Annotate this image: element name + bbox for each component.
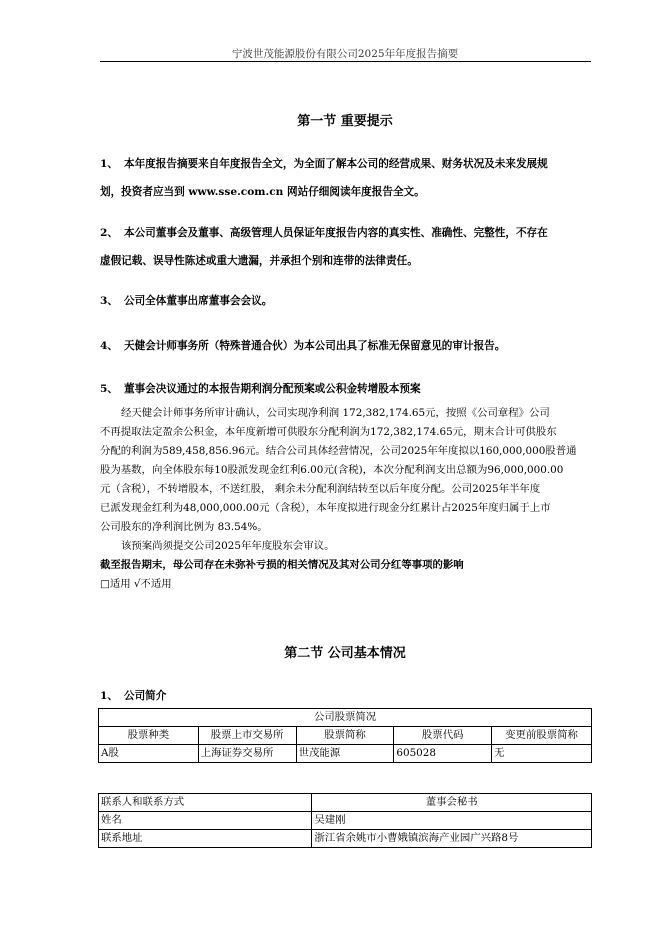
notice-item-1 [100,150,590,206]
stock-table-caption: 公司股票简况 [99,709,592,727]
profit-distribution-paragraph [100,404,592,594]
company-intro-number: 1、 [100,690,118,702]
table-row [99,812,592,830]
submit-line: 该预案尚须提交公司2025年年度股东会审议。 [121,540,335,552]
stock-header-former-name: 变更前股票简称 [492,727,592,745]
stock-header-short-name: 股票简称 [296,727,394,745]
contact-info-table [98,793,592,848]
stock-header-code: 股票代码 [394,727,492,745]
stock-header-type: 股票种类 [99,727,199,745]
company-intro-text: 公司简介 [124,690,167,702]
contact-address-label: 联系地址 [99,830,312,848]
notice-item-3 [100,287,590,315]
notice-item-4 [100,332,590,360]
loss-options: □适用 √不适用 [100,578,172,590]
profit-line-3: 分配的利润为589,458,856.96元。结合公司具体经营情况，公司2025年年度拟以160,000,000股普通 [100,445,577,457]
header-divider [100,61,591,62]
contact-header-label: 联系人和联系方式 [99,794,312,812]
contact-name-value: 吴建刚 [312,812,592,830]
stock-type-cell: A股 [99,745,199,763]
stock-former-name-cell: 无 [492,745,592,763]
company-intro-heading [100,682,590,710]
stock-code-cell: 605028 [394,745,492,763]
loss-title: 截至报告期末，母公司存在未弥补亏损的相关情况及其对公司分红等事项的影响 [100,559,464,571]
profit-line-1: 经天健会计师事务所审计确认，公司实现净利润 172,382,174.65元，按照《公司章程》公司 [121,407,550,419]
profit-line-6: 已派发现金红利为48,000,000.00元（含税），本年度拟进行现金分红累计占2025年度归属于上市 [100,502,551,514]
section2-title: 第二节 公司基本情况 [284,646,406,661]
notice-item-2-number: 2、 [100,227,118,239]
stock-header-exchange: 股票上市交易所 [198,727,296,745]
profit-line-4: 股为基数，向全体股东每10股派发现金红利6.00元(含税)，本次分配利润支出总额为96,000,000.00 [100,464,564,476]
notice-item-4-number: 4、 [100,340,118,352]
stock-info-table [98,708,592,763]
contact-header-secretary: 董事会秘书 [312,794,592,812]
table-row [99,745,592,763]
stock-short-name-cell: 世茂能源 [296,745,394,763]
notice-item-5-number: 5、 [100,383,118,395]
notice-item-1-line2: 划，投资者应当到 www.sse.com.cn 网站仔细阅读年度报告全文。 [100,186,425,198]
stock-exchange-cell: 上海证券交易所 [198,745,296,763]
notice-item-2 [100,219,590,275]
profit-line-5: 元（含税），不转增股本，不送红股， 剩余未分配利润结转至以后年度分配。公司2025年半年度 [100,483,541,495]
profit-line-2: 不再提取法定盈余公积金，本年度新增可供股东分配利润为172,382,174.65元，期末合计可供股东 [100,426,557,438]
table-row [99,830,592,848]
notice-item-2-line2: 虚假记载、误导性陈述或重大遗漏，并承担个别和连带的法律责任。 [100,255,418,267]
contact-address-value: 浙江省余姚市小曹娥镇滨海产业园广兴路8号 [312,830,592,848]
notice-item-2-line1: 本公司董事会及董事、高级管理人员保证年度报告内容的真实性、准确性、完整性，不存在 [124,227,548,239]
contact-name-label: 姓名 [99,812,312,830]
profit-line-7: 公司股东的净利润比例为 83.54%。 [100,521,268,533]
section1-title: 第一节 重要提示 [297,114,393,129]
notice-item-1-number: 1、 [100,158,118,170]
page-header: 宁波世茂能源股份有限公司2025年年度报告摘要 [231,48,459,60]
notice-item-5-text: 董事会决议通过的本报告期利润分配预案或公积金转增股本预案 [124,383,421,395]
notice-item-4-text: 天健会计师事务所（特殊普通合伙）为本公司出具了标准无保留意见的审计报告。 [124,340,506,352]
notice-item-3-text: 公司全体董事出席董事会会议。 [124,295,273,307]
notice-item-3-number: 3、 [100,295,118,307]
notice-item-1-line1: 本年度报告摘要来自年度报告全文，为全面了解本公司的经营成果、财务状况及未来发展规 [124,158,548,170]
notice-item-5 [100,375,590,403]
